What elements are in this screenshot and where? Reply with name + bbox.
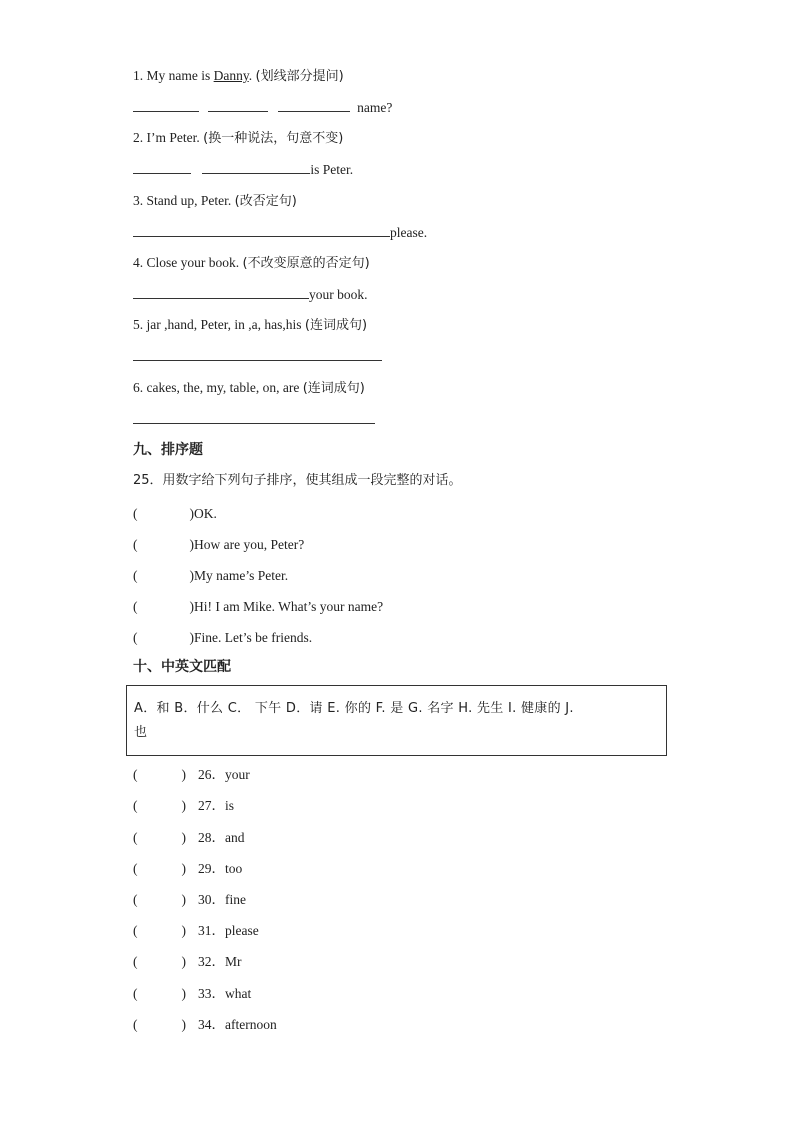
question-4	[133, 254, 370, 273]
q6-note: (连词成句)	[302, 381, 365, 396]
match-item-number: 32	[198, 954, 212, 969]
order-item-text: My name’s Peter.	[194, 568, 289, 583]
answer-4-tail: your book.	[309, 287, 368, 302]
q4-text: 4. Close your book.	[133, 255, 243, 270]
match-item-number: 31	[198, 923, 212, 938]
answer-blank[interactable]	[133, 411, 375, 424]
answer-3-tail: please.	[390, 225, 428, 240]
matching-options-box	[126, 685, 667, 756]
answer-2-tail: is Peter.	[310, 162, 354, 177]
answer-blank[interactable]	[278, 99, 350, 112]
match-item-word: what	[225, 986, 252, 1001]
question-2	[133, 129, 343, 148]
answer-2	[133, 161, 353, 179]
match-item: ( ) 26．your	[133, 767, 250, 782]
q4-note: (不改变原意的否定句)	[242, 256, 370, 271]
order-item: ( )Fine. Let’s be friends.	[133, 630, 313, 645]
q1-text-end: .	[248, 68, 256, 83]
order-item: ( )OK.	[133, 506, 217, 521]
order-item-text: OK.	[194, 506, 217, 521]
section-10-title: 十、中英文匹配	[133, 659, 231, 675]
answer-6	[133, 411, 375, 429]
match-item-number: 33	[198, 986, 212, 1001]
section-9-instruction: 25．用数字给下列句子排序，使其组成一段完整的对话。	[133, 473, 462, 488]
question-3	[133, 192, 297, 211]
match-item-word: afternoon	[225, 1017, 277, 1032]
answer-1	[133, 99, 392, 117]
match-item: ( ) 29．too	[133, 861, 243, 876]
match-item-number: 27	[198, 798, 212, 813]
match-item: ( ) 32．Mr	[133, 954, 242, 969]
q3-text: 3. Stand up, Peter.	[133, 193, 235, 208]
match-item: ( ) 33．what	[133, 986, 252, 1001]
question-1	[133, 67, 344, 86]
order-item-text: Hi! I am Mike. What’s your name?	[194, 599, 384, 614]
answer-5	[133, 348, 382, 366]
match-item-word: is	[225, 798, 235, 813]
match-item-number: 34	[198, 1017, 212, 1032]
q2-text: 2. I’m Peter.	[133, 130, 204, 145]
match-item: ( ) 31．please	[133, 923, 259, 938]
answer-4	[133, 286, 368, 304]
match-item: ( ) 27．is	[133, 798, 235, 813]
q1-text: 1. My name is	[133, 68, 214, 83]
answer-blank[interactable]	[208, 99, 268, 112]
matching-options-line-2: 也	[134, 725, 148, 740]
matching-options-line-1: A．和 B．什么 C． 下午 D．请 E. 你的 F. 是 G. 名字 H. 先生 I. 健康的 J.	[134, 701, 574, 716]
q6-text: 6. cakes, the, my, table, on, are	[133, 380, 303, 395]
match-item-word: too	[225, 861, 243, 876]
q3-note: (改否定句)	[234, 194, 297, 209]
answer-blank[interactable]	[133, 224, 390, 237]
q1-underlined-word: Danny	[213, 68, 249, 83]
question-5	[133, 316, 367, 335]
match-item: ( ) 30．fine	[133, 892, 246, 907]
q1-note: (划线部分提问)	[255, 69, 344, 84]
match-item-number: 26	[198, 767, 212, 782]
q2-note: (换一种说法，句意不变)	[203, 131, 344, 146]
q5-text: 5. jar ,hand, Peter, in ,a, has,his	[133, 317, 305, 332]
answer-blank[interactable]	[202, 161, 310, 174]
answer-blank[interactable]	[133, 161, 191, 174]
answer-blank[interactable]	[133, 348, 382, 361]
match-item-word: Mr	[225, 954, 242, 969]
match-item: ( ) 34．afternoon	[133, 1017, 277, 1032]
match-item-number: 30	[198, 892, 212, 907]
answer-1-tail: name?	[357, 100, 393, 115]
order-item: ( )How are you, Peter?	[133, 537, 305, 552]
match-item-word: fine	[225, 892, 246, 907]
answer-blank[interactable]	[133, 99, 199, 112]
match-item: ( ) 28．and	[133, 830, 245, 845]
order-item: ( )Hi! I am Mike. What’s your name?	[133, 599, 384, 614]
answer-blank[interactable]	[133, 286, 309, 299]
match-item-number: 29	[198, 861, 212, 876]
order-item-text: Fine. Let’s be friends.	[194, 630, 313, 645]
match-item-word: your	[225, 767, 250, 782]
q5-note: (连词成句)	[304, 318, 368, 333]
match-item-word: please	[225, 923, 259, 938]
answer-3	[133, 224, 427, 242]
order-item: ( )My name’s Peter.	[133, 568, 289, 583]
match-item-number: 28	[198, 830, 212, 845]
question-6	[133, 379, 365, 398]
match-item-word: and	[225, 830, 245, 845]
section-9-title: 九、排序题	[133, 442, 203, 458]
order-item-text: How are you, Peter?	[194, 537, 305, 552]
